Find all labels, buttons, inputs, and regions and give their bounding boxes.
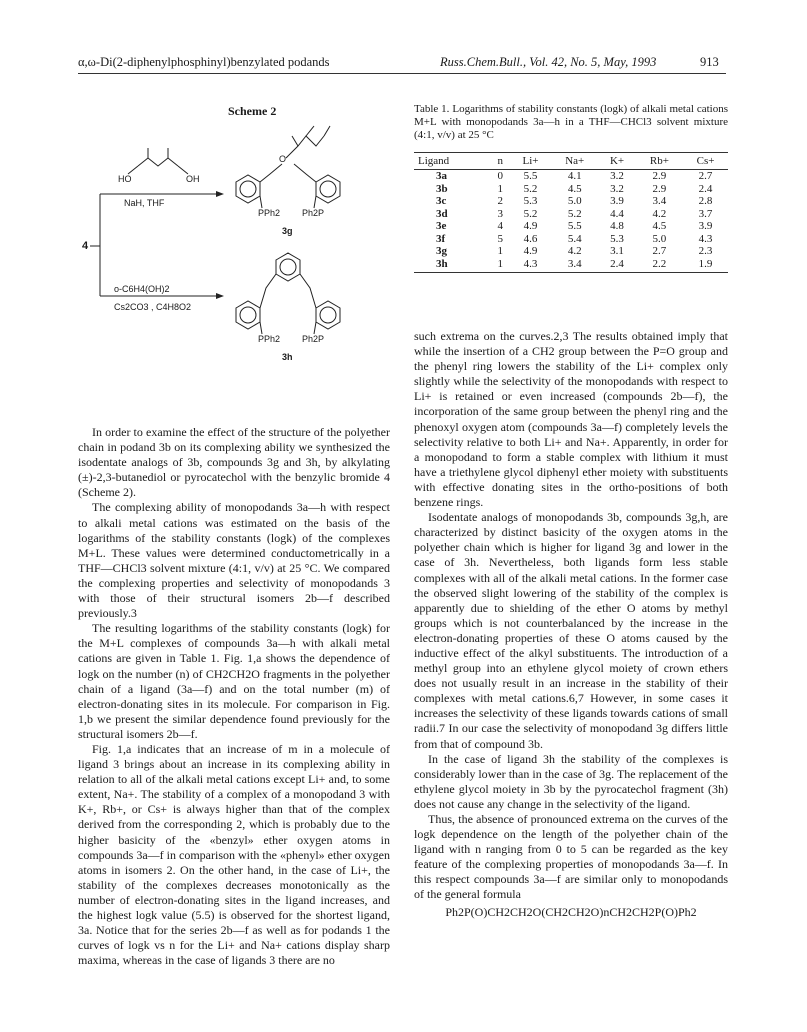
col-header: Cs+ — [683, 153, 728, 170]
value-cell: 5.5 — [567, 220, 582, 232]
value-cell: 4.4 — [610, 207, 624, 220]
value-cell: 1.9 — [683, 258, 728, 273]
value-cell: 2.4 — [698, 182, 713, 195]
table-row — [414, 233, 728, 246]
value-cell: 4.9 — [523, 220, 538, 232]
value-cell: 4.2 — [652, 207, 667, 220]
page-number: 913 — [700, 55, 719, 69]
scheme-2 — [78, 96, 398, 414]
table-row — [414, 258, 728, 273]
ph2p-label: Ph2P — [302, 208, 325, 218]
ligand-cell: 3a — [436, 170, 447, 182]
value-cell: 5.4 — [567, 232, 582, 245]
ligand-cell: 3c — [436, 195, 447, 207]
col-header: K+ — [598, 153, 635, 170]
running-header-title: α,ω-Di(2-diphenylphosphinyl)benzylated podands — [78, 55, 330, 69]
ligand-cell: 3h — [414, 258, 490, 273]
table-caption: Table 1. Logarithms of stability constants (logk) of alkali metal cations M+L with monopodands 3a—h in a THF—CHCl3 solvent mixture (4:1, v/v) at 25 °C — [414, 103, 728, 141]
value-cell: 5 — [497, 232, 503, 245]
col-header: Ligand — [414, 153, 490, 170]
scheme-drawing — [78, 96, 398, 414]
paragraph: In the case of ligand 3h the stability of the complexes is considerably lower than in the case of 3g. The replacement of the ethylene glycol moiety in 3b by the pyrocatechol fragment (3h) does not cause any change in the selectivity of the ligand. — [414, 751, 728, 811]
paragraph: Thus, the absence of pronounced extrema on the curves of the logk dependence on the length of the polyether chain of the ligand with n ranging from 0 to 5 can be regarded as the key feature of the complexing properties of monopodands 3a—f. In this respect compounds 3a—f are similar only to monopodands of the general formula — [414, 812, 728, 902]
value-cell: 4.3 — [698, 232, 713, 245]
value-cell: 2.7 — [698, 170, 713, 182]
value-cell: 4.9 — [523, 245, 538, 257]
value-cell: 2.3 — [698, 245, 713, 257]
value-cell: 3.1 — [610, 245, 624, 257]
value-cell: 5.2 — [567, 207, 582, 220]
value-cell: 3.7 — [698, 207, 713, 220]
value-cell: 1 — [490, 258, 510, 273]
oh-label: OH — [186, 174, 200, 184]
paragraph: The resulting logarithms of the stability constants (logk) for the M+L complexes of compounds 3a—h with alkali metal cations are given in Table 1. Fig. 1,a shows the dependence of logk on the number (n) of CH2CH2O fragments in the polyether chain of a ligand (3a—f) and on the total number (m) of electron-donating sites in its molecule. For comparison in Fig. 1,b we present the similar dependence found previously for the structural isomers 2b—f. — [78, 621, 390, 741]
running-header-journal: Russ.Chem.Bull., Vol. 42, No. 5, May, 1993 — [440, 55, 657, 69]
value-cell: 2.7 — [652, 245, 667, 257]
scheme-title: Scheme 2 — [228, 104, 277, 118]
value-cell: 4.8 — [610, 220, 624, 232]
pph2-label-3h: PPh2 — [258, 334, 281, 344]
value-cell: 0 — [497, 170, 503, 182]
value-cell: 3.9 — [610, 195, 624, 207]
ligand-cell: 3e — [436, 220, 447, 232]
value-cell: 1 — [497, 245, 503, 257]
table-row — [414, 183, 728, 196]
value-cell: 3 — [497, 207, 503, 220]
value-cell: 5.0 — [567, 195, 582, 207]
paragraph: In order to examine the effect of the structure of the polyether chain in podand 3b on its complexing ability we synthesized the isodentate analogs of 3b, compounds 3g and 3h, by alkylating (±)-2,3-butanediol or pyrocatechol with the benzylic bromide 4 (Scheme 2). — [78, 425, 390, 500]
value-cell: 2.2 — [636, 258, 683, 273]
value-cell: 5.2 — [523, 182, 538, 195]
start-compound-label: 4 — [82, 240, 89, 252]
value-cell: 4.1 — [567, 170, 582, 182]
value-cell: 2.8 — [698, 195, 713, 207]
table-row — [414, 245, 728, 258]
col-header: n — [490, 153, 510, 170]
value-cell: 2.4 — [598, 258, 635, 273]
paragraph: The complexing ability of monopodands 3a—h with respect to alkali metal cations was estimated on the basis of the logarithms of the stability constants (logk) of the complexes M+L. These values were determined conductometrically in a THF—CHCl3 solvent mixture (4:1, v/v) at 25 °C. We compared the complexing properties and selectivity of monopodands 3 with those of their structural isomers 2b—f described previously.3 — [78, 500, 390, 621]
ligand-cell: 3g — [436, 245, 447, 257]
right-column — [414, 329, 728, 920]
value-cell: 2.9 — [652, 170, 667, 182]
value-cell: 1 — [497, 182, 503, 195]
label-3h: 3h — [282, 352, 293, 362]
value-cell: 3.2 — [610, 182, 624, 195]
ph2p-label-3h: Ph2P — [302, 334, 325, 344]
reagent-pyrocatechol: o-C6H4(OH)2 — [114, 284, 170, 294]
value-cell: 5.5 — [523, 170, 538, 182]
value-cell: 5.3 — [523, 195, 538, 207]
table-row — [414, 195, 728, 208]
value-cell: 3.4 — [551, 258, 598, 273]
ligand-cell: 3f — [436, 232, 446, 245]
ho-label: HO — [118, 174, 132, 184]
paragraph: such extrema on the curves.2,3 The results obtained imply that while the insertion of a CH2 group between the P=O group and the phenyl ring lowers the stability of the Li+ complex only slightly while the selectivity of the monopodands with respect to Li+ is retained or even increased (compounds 2b—f), the incorporation of the same group between the phenyl ring and the phenoxyl oxygen atom (compounds 3a—f) completely levels the selectivity relative to both Li+ and Na+. Apparently, in order for a monopodand to form a stable complex with lithium it must have a triethylene glycol diphenyl ether moiety with substituents with effective donating sites in the ortho-positions of both benzene rings. — [414, 329, 728, 510]
oxygen-label: O — [279, 154, 287, 164]
value-cell: 2 — [497, 195, 503, 207]
stability-table — [414, 152, 728, 273]
value-cell: 3.4 — [652, 195, 667, 207]
value-cell: 5.0 — [652, 232, 667, 245]
value-cell: 5.2 — [523, 207, 538, 220]
table-row — [414, 170, 728, 183]
value-cell: 4.5 — [652, 220, 667, 232]
label-3g: 3g — [282, 226, 293, 236]
reagent-cs2co3: Cs2CO3 , C4H8O2 — [114, 302, 192, 312]
value-cell: 4.2 — [567, 245, 582, 257]
table-header-row — [414, 153, 728, 170]
col-header: Li+ — [510, 153, 551, 170]
value-cell: 3.2 — [610, 170, 624, 182]
value-cell: 4 — [497, 220, 503, 232]
ligand-cell: 3b — [436, 182, 448, 195]
reagent-nah: NaH, THF — [124, 198, 165, 208]
col-header: Rb+ — [636, 153, 683, 170]
paragraph: Fig. 1,a indicates that an increase of m in a molecule of ligand 3 brings about an increase in its complexing ability in relation to all of the alkali metal cations except Li+ and, to some extent, Na+. The stability of a complex of a monopodand 3 with K+, Rb+, or Cs+ is always higher than that of the complex derived from the corresponding 2, which is probably due to the higher basicity of the «benzyl» ether oxygen atoms in compounds 3a—f in comparison with the «phenyl» ether oxygen atoms in isomers 2. On the other hand, in the case of Li+, the stability of the complexes decreases monotonically as the number of electron-donating sites in the ligand increases, and the highest logk value (5.5) is observed for the shortest ligand, 3a. Notice that for the series 2b—f as well as for podands 1 the curves of logk vs n for the Li+ and Na+ cations display sharp maxima, whereas in the case of ligands 3 there are no — [78, 741, 390, 968]
value-cell: 4.6 — [523, 232, 538, 245]
value-cell: 2.9 — [652, 182, 667, 195]
value-cell: 4.3 — [510, 258, 551, 273]
value-cell: 4.5 — [567, 182, 582, 195]
header-rule — [78, 73, 726, 74]
general-formula: Ph2P(O)CH2CH2O(CH2CH2O)nCH2CH2P(O)Ph2 — [445, 904, 697, 919]
table-row — [414, 208, 728, 221]
paragraph: Isodentate analogs of monopodands 3b, compounds 3g,h, are characterized by distinct basicity of the oxygen atoms in the polyether chain which is higher for ligand 3g and lower in the case of 3h. Nevertheless, both ligands form less stable complexes with all of the alkali metal cations. In the former case the observed slight lowering of the stability of the complex is apparently due to shielding of the ether O atoms by methyl groups which is not counterbalanced by the increase in the electron-donating properties of these O atoms caused by the inductive effect of the alkyl substituents. The introduction of a methyl group into an ethylene glycol moiety of crown ethers does not usually result in an increase in the stability of their complexes with metal cations.6,7 However, in some cases it increases the selectivity of these ligands towards cations of small radii.7 In our case the selectivity of monopodand 3g differs little from that of compound 3b. — [414, 510, 728, 751]
value-cell: 5.3 — [610, 232, 624, 245]
ligand-cell: 3d — [436, 207, 448, 220]
col-header: Na+ — [551, 153, 598, 170]
value-cell: 3.9 — [698, 220, 713, 232]
pph2-label: PPh2 — [258, 208, 281, 218]
table-row — [414, 220, 728, 233]
left-column — [78, 425, 390, 968]
